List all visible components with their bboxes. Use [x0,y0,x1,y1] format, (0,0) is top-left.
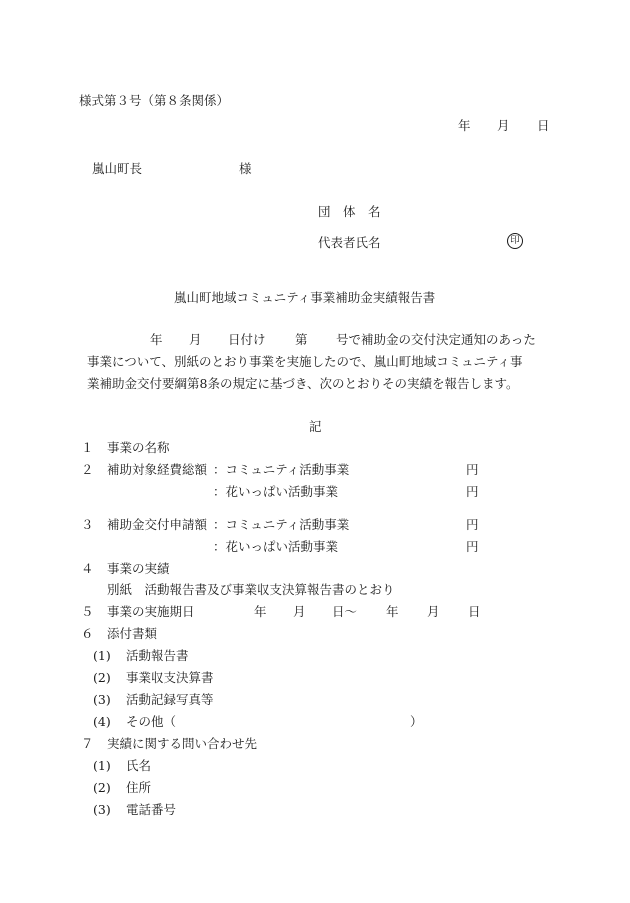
item2-yen1: 円 [466,462,479,477]
body-line1-rest: 号で補助金の交付決定通知のあった [336,332,536,347]
item5-number: ５ [81,604,94,619]
item1-number: １ [81,440,94,455]
item6-sub3-number: (3) [93,692,111,707]
representative-label: 代表者氏名 [318,235,381,250]
addressee-name: 嵐山町長 [92,161,143,176]
item5-month: 月 [293,604,306,619]
body-month: 月 [189,332,202,347]
item2-row1: ：コミュニティ活動事業 [213,462,350,477]
item3-row1: ：コミュニティ活動事業 [213,517,350,532]
item4-label: 事業の実績 [107,561,170,576]
item7-number: ７ [81,736,94,751]
item6-sub4-text: その他（ [126,714,177,729]
item5-year2: 年 [386,604,399,619]
body-line3: 業補助金交付要綱第8条の規定に基づき、次のとおりその実績を報告します。 [87,376,519,391]
item2-row2: ：花いっぱい活動事業 [213,484,339,499]
item3-number: ３ [81,517,94,532]
item6-sub1-number: (1) [93,648,111,663]
item5-day2: 日 [468,604,481,619]
org-name-label: 団 体 名 [318,204,381,219]
item7-label: 実績に関する問い合わせ先 [107,736,258,751]
body-line2: 事業について、別紙のとおり事業を実施したので、嵐山町地域コミュニティ事 [87,354,523,369]
body-year: 年 [150,332,163,347]
date-day-label: 日 [537,118,550,133]
item2-number: ２ [81,462,94,477]
seal-icon: 印 [507,233,523,249]
item2-yen2: 円 [466,484,479,499]
item2-label: 補助対象経費総額 [107,462,208,477]
item3-label: 補助金交付申請額 [107,517,208,532]
item6-number: ６ [81,626,94,641]
form-number: 様式第３号（第８条関係） [79,93,230,108]
date-month-label: 月 [497,118,510,133]
item5-label: 事業の実施期日 [107,604,195,619]
item6-sub2-number: (2) [93,670,111,685]
body-no-prefix: 第 [295,332,308,347]
item7-sub1-number: (1) [93,758,111,773]
item5-day-tilde: 日～ [332,604,358,619]
item6-sub4-close: ） [410,714,423,729]
item5-year: 年 [254,604,267,619]
item7-sub3-text: 電話番号 [126,802,177,817]
item6-sub4-number: (4) [93,714,111,729]
item6-sub2-text: 事業収支決算書 [126,670,214,685]
item3-yen1: 円 [466,517,479,532]
item1-label: 事業の名称 [107,440,170,455]
ki-heading: 記 [309,419,322,434]
item6-sub3-text: 活動記録写真等 [126,692,214,707]
item7-sub1-text: 氏名 [126,758,152,773]
addressee-honorific: 様 [239,161,252,176]
date-year-label: 年 [458,118,471,133]
item7-sub2-number: (2) [93,780,111,795]
item5-month2: 月 [427,604,440,619]
item4-detail: 別紙 活動報告書及び事業収支決算報告書のとおり [107,582,395,597]
item7-sub3-number: (3) [93,802,111,817]
item6-sub1-text: 活動報告書 [126,648,189,663]
item3-yen2: 円 [466,539,479,554]
item7-sub2-text: 住所 [126,780,152,795]
item6-label: 添付書類 [107,626,158,641]
item3-row2: ：花いっぱい活動事業 [213,539,339,554]
body-day: 日付け [228,332,266,347]
document-title: 嵐山町地域コミュニティ事業補助金実績報告書 [174,290,436,305]
item4-number: ４ [81,561,94,576]
